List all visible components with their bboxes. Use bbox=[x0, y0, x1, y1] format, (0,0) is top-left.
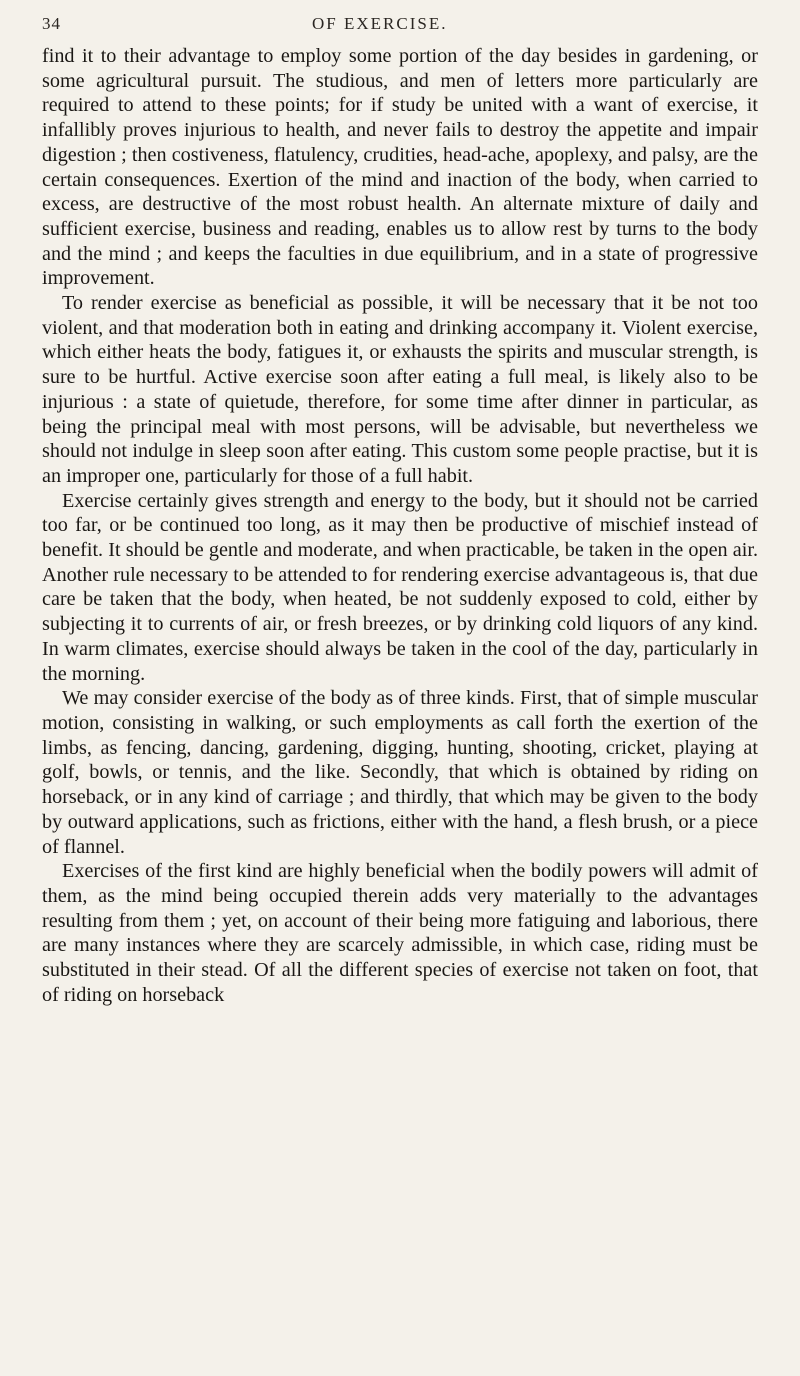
paragraph-moderation: To render exercise as beneficial as possible, it will be necessary that it be not too violent, and that moderation both in eating and drinking accompany it. Violent exercise, which either heats the body, fatigues it, or exhausts the spirits and muscular strength, is sure to be hurtful. Active exercise soon after eating a full meal, is likely also to be injurious : a state of quietude, therefore, for some time after dinner in particular, as being the principal meal with most persons, will be advisable, but nevertheless we should not indulge in sleep soon after eating. This custom some people practise, but it is an improper one, particularly for those of a full habit. bbox=[42, 292, 758, 487]
running-head bbox=[42, 8, 758, 38]
body-text bbox=[42, 44, 758, 1007]
paragraph-continued: find it to their advantage to employ some portion of the day besides in gardening, or some agricultural pursuit. The studious, and men of letters more particularly are required to attend to these points; for if study be united with a want of exercise, it infallibly proves injurious to health, and never fails to destroy the appetite and impair digestion ; then costiveness, flatulency, crudities, head-ache, apoplexy, and palsy, are the certain consequences. Exertion of the mind and inaction of the body, when carried to excess, are destructive of the most robust health. An alternate mixture of daily and sufficient exercise, business and reading, enables us to allow rest by turns to the body and the mind ; and keeps the faculties in due equilibrium, and in a state of progressive improvement. bbox=[42, 45, 758, 290]
paragraph-first-kind: Exercises of the first kind are highly beneficial when the bodily powers will admit of them, as the mind being occupied therein adds very materially to the advantages resulting from them ; yet, on account of their being more fatiguing and laborious, there are many instances where they are scarcely admissible, in which case, riding must be substituted in their stead. Of all the different species of exercise not taken on foot, that of riding on horseback bbox=[42, 860, 758, 1006]
running-head-title: OF EXERCISE. bbox=[312, 14, 448, 33]
page-number: 34 bbox=[42, 14, 61, 33]
paragraph-strength: Exercise certainly gives strength and energy to the body, but it should not be carried too far, or be continued too long, as it may then be productive of mischief instead of benefit. It should be gentle and moderate, and when practicable, be taken in the open air. Another rule necessary to be attended to for rendering exercise advantageous is, that due care be taken that the body, when heated, be not suddenly exposed to cold, either by subjecting it to currents of air, or fresh breezes, or by drinking cold liquors of any kind. In warm climates, exercise should always be taken in the cool of the day, particularly in the morning. bbox=[42, 489, 758, 685]
paragraph-three-kinds: We may consider exercise of the body as of three kinds. First, that of simple muscular motion, consisting in walking, or such employments as call forth the exertion of the limbs, as fencing, dancing, gardening, digging, hunting, shooting, cricket, playing at golf, bowls, or tennis, and the like. Secondly, that which is obtained by riding on horseback, or in any kind of carriage ; and thirdly, that which may be given to the body by outward applications, such as frictions, either with the hand, a flesh brush, or a piece of flannel. bbox=[42, 687, 758, 858]
book-page bbox=[42, 8, 758, 1368]
